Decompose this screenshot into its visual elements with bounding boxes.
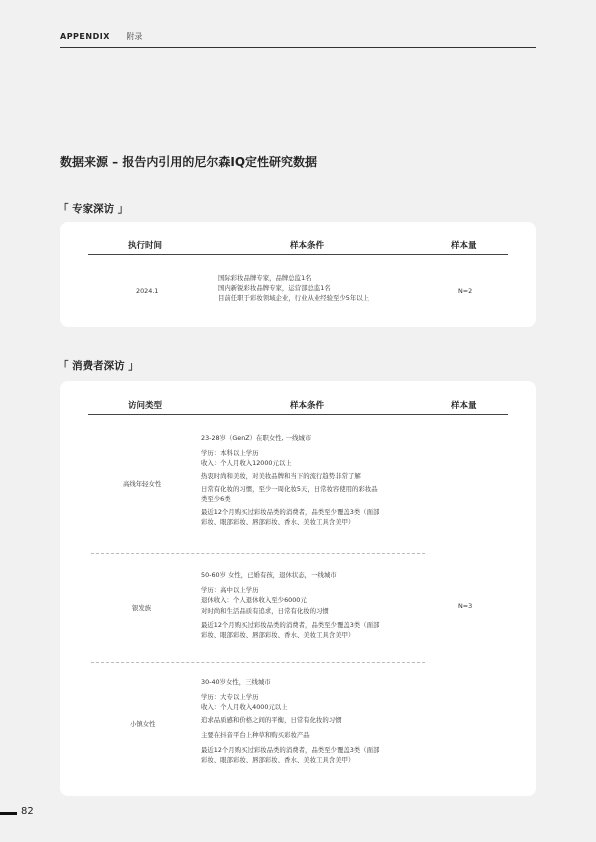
header-appendix: APPENDIX xyxy=(60,32,110,41)
consumer-type-silver: 银发族 xyxy=(132,604,152,612)
condition-line: 退休收入：个人退休收入至少6000元 xyxy=(201,596,307,604)
consumer-col-size: 样本量 xyxy=(451,401,477,411)
consumer-col-condition: 样本条件 xyxy=(290,401,325,411)
expert-table-card xyxy=(60,222,536,327)
condition-line: 23-28岁（GenZ）在职女性, 一线城市 xyxy=(201,434,312,442)
page-number: 82 xyxy=(21,806,34,817)
expert-sample-size: N=2 xyxy=(458,287,473,295)
expert-condition-line: 国际彩妆品牌专家，品牌总监1名 xyxy=(218,274,312,282)
condition-line: 对时尚和生活品质有追求，日常有化妆的习惯 xyxy=(201,607,329,615)
expert-header-rule xyxy=(88,254,508,255)
condition-line: 收入：个人月收入12000元以上 xyxy=(201,459,292,467)
condition-line: 学历：大专以上学历 xyxy=(201,693,259,701)
condition-line: 类至少6类 xyxy=(201,495,231,503)
condition-line: 最近12个月购买过彩妆品类的消费者，品类至少覆盖3类（面部 xyxy=(201,746,380,754)
page-title: 数据来源 – 报告内引用的尼尔森IQ定性研究数据 xyxy=(60,155,318,169)
condition-line: 彩妆、眼部彩妆、唇部彩妆、香水、美妆工具含美甲） xyxy=(201,631,355,639)
expert-section-title: 「 专家深访 」 xyxy=(58,203,129,215)
expert-condition-line: 国内新锐彩妆品牌专家，运营部总监1名 xyxy=(218,284,331,292)
condition-line: 收入：个人月收入4000元以上 xyxy=(201,703,288,711)
condition-line: 日常有化妆的习惯，至少一周化妆5天，日常妆容使用的彩妆品 xyxy=(201,485,378,493)
consumer-conditions-young xyxy=(201,433,379,527)
condition-line: 50-60岁 女性，已婚有孩，退休状态，一线城市 xyxy=(201,571,337,579)
expert-col-date: 执行时间 xyxy=(128,241,163,251)
consumer-header-rule xyxy=(88,414,508,415)
consumer-type-town: 小镇女性 xyxy=(130,720,156,728)
consumer-col-type: 访问类型 xyxy=(128,401,163,411)
page-header xyxy=(60,31,142,42)
row-divider xyxy=(91,553,425,554)
condition-line: 主要在抖音平台上种草和购买彩妆产品 xyxy=(201,731,310,739)
consumer-type-young: 高线年轻女性 xyxy=(123,480,162,488)
header-appendix-cn: 附录 xyxy=(126,32,143,41)
condition-line: 热衷时尚和美妆，对美妆品牌和当下的流行趋势非常了解 xyxy=(201,472,361,480)
expert-date: 2024.1 xyxy=(136,287,159,295)
condition-line: 最近12个月购买过彩妆品类的消费者，品类至少覆盖3类（面部 xyxy=(201,508,380,516)
condition-line: 彩妆、眼部彩妆、唇部彩妆、香水、美妆工具含美甲） xyxy=(201,518,355,526)
page-number-bar xyxy=(0,812,17,815)
condition-line: 彩妆、眼部彩妆、唇部彩妆、香水、美妆工具含美甲） xyxy=(201,756,355,764)
expert-col-size: 样本量 xyxy=(451,241,477,251)
condition-line: 学历：高中以上学历 xyxy=(201,586,259,594)
expert-conditions xyxy=(218,273,369,303)
consumer-conditions-silver xyxy=(201,570,379,640)
consumer-sample-size: N=3 xyxy=(458,602,473,610)
consumer-table-card xyxy=(60,381,536,796)
condition-line: 追求品质感和价格之间的平衡，日常有化妆的习惯 xyxy=(201,716,342,724)
row-divider xyxy=(91,662,425,663)
header-divider xyxy=(60,47,536,48)
condition-line: 学历：本科以上学历 xyxy=(201,449,259,457)
expert-condition-line: 目前任职于彩妆领域企业，行业从业经验至少5年以上 xyxy=(218,294,370,302)
consumer-section-title: 「 消费者深访 」 xyxy=(58,360,139,372)
expert-col-condition: 样本条件 xyxy=(290,241,325,251)
condition-line: 30-40岁女性，三线城市 xyxy=(201,678,271,686)
condition-line: 最近12个月购买过彩妆品类的消费者，品类至少覆盖3类（面部 xyxy=(201,621,380,629)
consumer-conditions-town xyxy=(201,677,379,765)
